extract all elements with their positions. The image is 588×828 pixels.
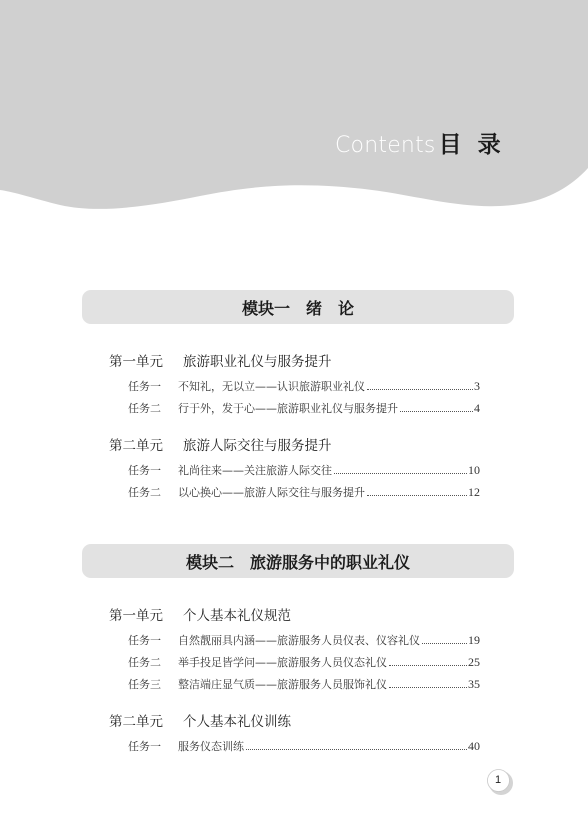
toc-task-row[interactable] (128, 484, 480, 500)
dot-leader (367, 388, 473, 390)
unit-title: 旅游人际交往与服务提升 (183, 438, 332, 454)
task-page-number: 19 (468, 632, 480, 647)
task-page-number: 35 (468, 676, 480, 691)
task-page-number: 12 (468, 484, 480, 499)
task-title: 整洁端庄显气质——旅游服务人员服饰礼仪 (178, 678, 387, 691)
task-number: 任务一 (128, 464, 161, 477)
toc-task-row[interactable] (128, 378, 480, 394)
task-title: 自然靓丽具内涵——旅游服务人员仪表、仪容礼仪 (178, 634, 420, 647)
dot-leader (389, 664, 467, 666)
contents-title (335, 132, 505, 158)
toc-task-row[interactable] (128, 632, 480, 648)
unit-number: 第一单元 (109, 608, 163, 624)
task-title: 行于外，发于心——旅游职业礼仪与服务提升 (178, 402, 398, 415)
module-2-label: 模块二 旅游服务中的职业礼仪 (185, 552, 410, 572)
task-page-number: 3 (474, 378, 480, 393)
toc-task-row[interactable] (128, 462, 480, 478)
task-number: 任务一 (128, 380, 161, 393)
task-number: 任务二 (128, 656, 161, 669)
task-page-number: 10 (468, 462, 480, 477)
toc-task-row[interactable] (128, 676, 480, 692)
task-page-number: 40 (468, 738, 480, 753)
contents-title-english: Contents (335, 133, 436, 158)
module-2-unit-2[interactable] (109, 710, 291, 730)
task-number: 任务一 (128, 740, 161, 753)
module-1-unit-2[interactable] (109, 434, 332, 454)
task-page-number: 4 (474, 400, 480, 415)
module-2-header[interactable] (82, 544, 514, 578)
dot-leader (246, 748, 467, 750)
toc-task-row[interactable] (128, 738, 480, 754)
task-number: 任务二 (128, 486, 161, 499)
module-1-label: 模块一 绪 论 (241, 298, 354, 318)
dot-leader (400, 410, 473, 412)
module-1-header[interactable] (82, 290, 514, 324)
task-number: 任务一 (128, 634, 161, 647)
unit-title: 个人基本礼仪规范 (183, 608, 291, 624)
task-number: 任务三 (128, 678, 161, 691)
unit-number: 第二单元 (109, 438, 163, 454)
dot-leader (422, 642, 467, 644)
task-title: 不知礼，无以立——认识旅游职业礼仪 (178, 380, 365, 393)
dot-leader (367, 494, 467, 496)
header-wave-graphic (0, 0, 588, 260)
page-number: 1 (494, 774, 502, 786)
unit-number: 第一单元 (109, 354, 163, 370)
module-2-unit-1[interactable] (109, 604, 291, 624)
dot-leader (334, 472, 467, 474)
unit-number: 第二单元 (109, 714, 163, 730)
contents-title-chinese: 目 录 (438, 132, 505, 158)
task-title: 服务仪态训练 (178, 740, 244, 753)
unit-title: 个人基本礼仪训练 (183, 714, 291, 730)
module-1-unit-1[interactable] (109, 350, 332, 370)
toc-task-row[interactable] (128, 654, 480, 670)
task-title: 举手投足皆学问——旅游服务人员仪态礼仪 (178, 656, 387, 669)
task-title: 以心换心——旅游人际交往与服务提升 (178, 486, 365, 499)
dot-leader (389, 686, 467, 688)
task-number: 任务二 (128, 402, 161, 415)
unit-title: 旅游职业礼仪与服务提升 (183, 354, 332, 370)
toc-task-row[interactable] (128, 400, 480, 416)
task-page-number: 25 (468, 654, 480, 669)
task-title: 礼尚往来——关注旅游人际交往 (178, 464, 332, 477)
